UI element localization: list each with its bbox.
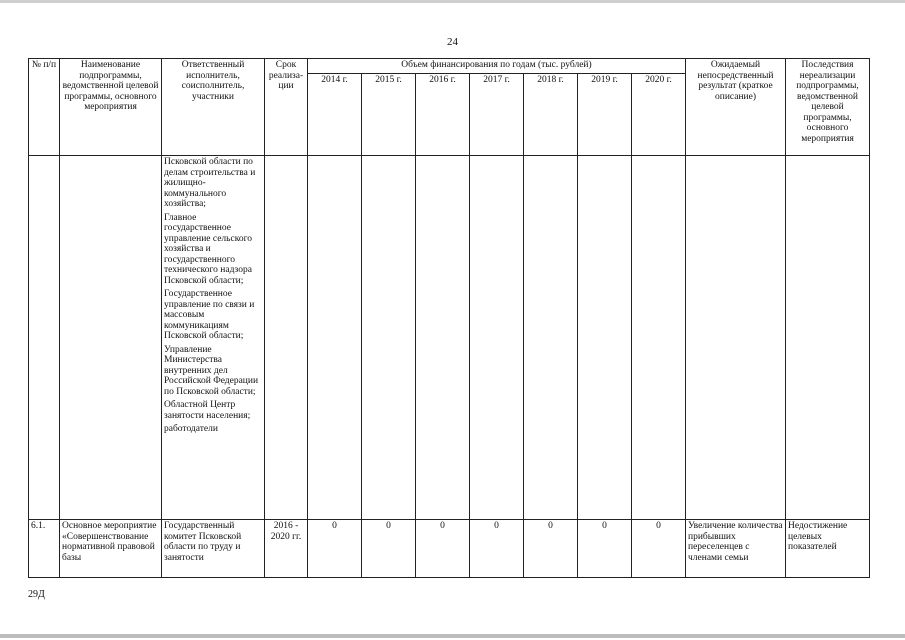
header-row [29,59,870,74]
responsible-part: Главное государственное управление сельского хозяйства и государственного технического надзора Псковской области; [164,212,253,286]
responsible-part: Государственное управление по связи и массовым коммуникациям Псковской области; [164,289,255,341]
footer-code: 29Д [28,589,45,600]
scan-top-edge [0,0,905,3]
header-funding: Объем финансирования по годам (тыс. рублей) [308,59,686,74]
header-year: 2014 г. [308,74,362,156]
cell-result: Увеличение количества прибывших переселенцев с членами семьи [686,520,786,578]
cell-empty [786,156,870,520]
header-year: 2018 г. [524,74,578,156]
cell-value-2020: 0 [632,520,686,578]
cell-empty [470,156,524,520]
scan-bottom-edge [0,634,905,638]
header-year: 2020 г. [632,74,686,156]
header-year: 2019 г. [578,74,632,156]
cell-empty [362,156,416,520]
cell-empty [632,156,686,520]
cell-num: 6.1. [29,520,60,578]
cell-value-2015: 0 [362,520,416,578]
header-year: 2016 г. [416,74,470,156]
responsible-part: Псковской области по делам строительства и жилищно-коммунального хозяйства; [164,157,256,209]
cell-value-2016: 0 [416,520,470,578]
header-name: Наименование подпрограммы, ведомственной целевой программы, основного мероприятия [60,59,162,156]
header-year: 2017 г. [470,74,524,156]
cell-value-2014: 0 [308,520,362,578]
responsible-part: работодатели [164,424,218,434]
header-year: 2015 г. [362,74,416,156]
cell-term: 2016 - 2020 гг. [265,520,308,578]
responsible-part: Областной Центр занятости населения; [164,400,251,421]
cell-empty [29,156,60,520]
header-term: Срок реализа-ции [265,59,308,156]
cell-empty [686,156,786,520]
cell-name: Основное мероприятие «Совершенствование нормативной правовой базы [60,520,162,578]
header-responsible: Ответственный исполнитель, соисполнитель, участники [162,59,265,156]
header-consequences: Последствия нереализации подпрограммы, ведомственной целевой программы, основного мероприятия [786,59,870,156]
cell-empty [308,156,362,520]
cell-empty [265,156,308,520]
cell-value-2017: 0 [470,520,524,578]
cell-responsible: Государственный комитет Псковской области по труду и занятости [162,520,265,578]
table-row-continuation [29,156,870,520]
program-table [28,58,870,578]
header-result: Ожидаемый непосредственный результат (краткое описание) [686,59,786,156]
cell-value-2019: 0 [578,520,632,578]
page-number: 24 [447,36,458,48]
cell-empty [60,156,162,520]
cell-empty [524,156,578,520]
responsible-part: Управление Министерства внутренних дел Российской Федерации по Псковской области; [164,344,259,397]
cell-consequences: Недостижение целевых показателей [786,520,870,578]
cell-value-2018: 0 [524,520,578,578]
table-row-6-1 [29,520,870,578]
cell-responsible-continued [162,156,265,520]
cell-empty [416,156,470,520]
header-num: № п/п [29,59,60,156]
cell-empty [578,156,632,520]
